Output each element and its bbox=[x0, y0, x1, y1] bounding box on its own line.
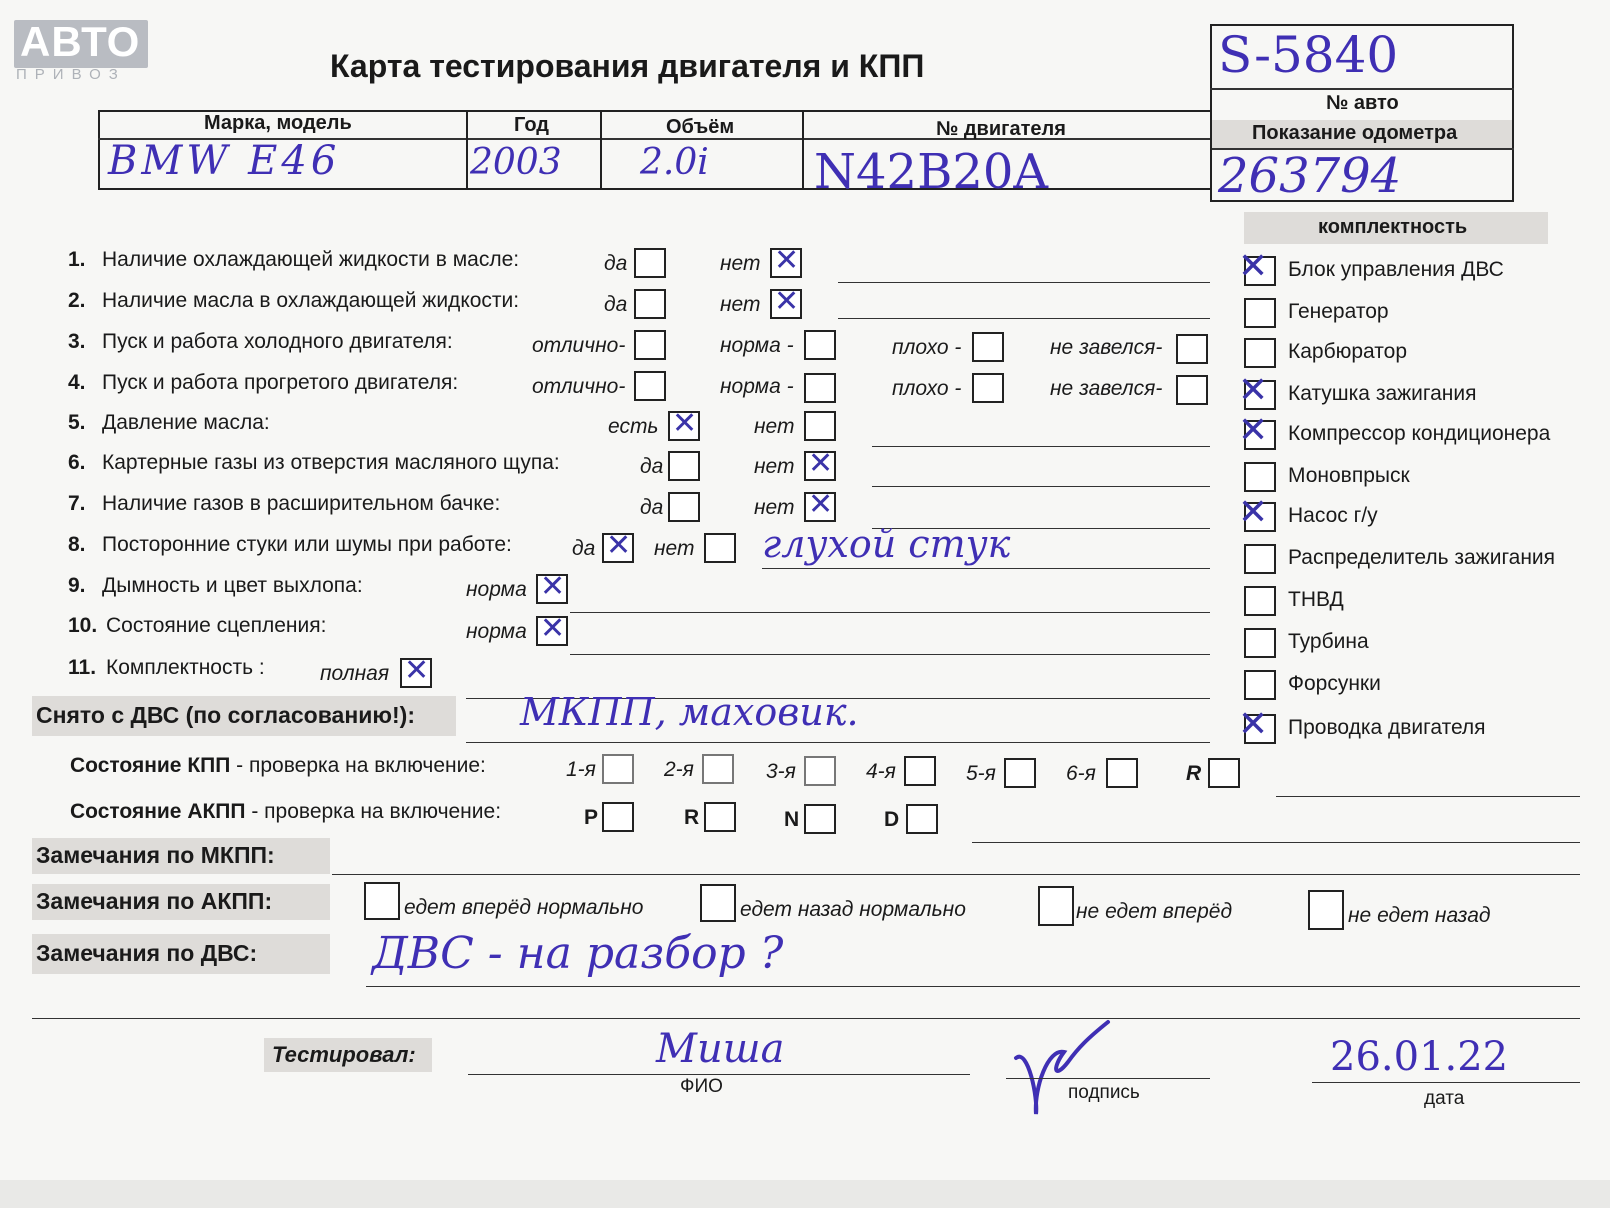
odometer-label: Показание одометра bbox=[1252, 122, 1458, 144]
checkbox-akpp-no-reverse[interactable] bbox=[1308, 890, 1344, 930]
option-label: норма bbox=[466, 578, 527, 601]
checkbox-q5-no[interactable] bbox=[804, 411, 836, 441]
logo-main-text: АВТО bbox=[20, 18, 141, 65]
question-number: 5. bbox=[68, 411, 86, 434]
checkbox-akpp-forward-ok[interactable] bbox=[364, 882, 400, 920]
question-text: Наличие газов в расширительном бачке: bbox=[102, 492, 501, 515]
checkbox-gear-6[interactable] bbox=[1106, 758, 1138, 788]
option-label: да bbox=[572, 537, 596, 560]
completeness-item-label: Карбюратор bbox=[1288, 340, 1408, 363]
tested-by-label: Тестировал: bbox=[272, 1042, 416, 1067]
question-number: 11. bbox=[68, 656, 97, 679]
completeness-checkbox[interactable] bbox=[1244, 338, 1276, 368]
completeness-title: комплектность bbox=[1318, 216, 1468, 238]
completeness-checkbox[interactable] bbox=[1244, 462, 1276, 492]
answer-line bbox=[872, 486, 1210, 487]
option-label: нет bbox=[654, 537, 695, 560]
checkbox-q1-no[interactable]: ✕ bbox=[770, 248, 802, 278]
answer-line bbox=[570, 612, 1210, 613]
completeness-item-label: Блок управления ДВС bbox=[1288, 258, 1504, 281]
checkbox-q1-yes[interactable] bbox=[634, 248, 666, 278]
remarks-dvs-label: Замечания по ДВС: bbox=[36, 940, 258, 966]
checkbox-mode-d[interactable] bbox=[906, 804, 938, 834]
option-label: нет bbox=[754, 496, 795, 519]
checkbox-q7-yes[interactable] bbox=[668, 492, 700, 522]
option-label: да bbox=[640, 496, 664, 519]
completeness-checkbox[interactable]: ✕ bbox=[1244, 380, 1276, 410]
checkbox-q9-normal[interactable]: ✕ bbox=[536, 574, 568, 604]
completeness-item-label: Моновпрыск bbox=[1288, 464, 1410, 487]
odometer-value: 263794 bbox=[1218, 148, 1402, 204]
make-model-label: Марка, модель bbox=[204, 112, 352, 134]
option-label: отлично- bbox=[532, 375, 626, 398]
engine-number-label: № двигателя bbox=[936, 118, 1066, 140]
answer-line bbox=[972, 842, 1580, 843]
checkbox-q2-no[interactable]: ✕ bbox=[770, 289, 802, 319]
question-text: Состояние сцепления: bbox=[106, 614, 327, 637]
option-label: нет bbox=[754, 455, 795, 478]
mode-label: N bbox=[784, 808, 800, 831]
volume-value: 2.0i bbox=[640, 142, 709, 183]
option-label: отлично- bbox=[532, 334, 626, 357]
akpp-option-label: не едет назад bbox=[1348, 904, 1491, 927]
gear-label: 6-я bbox=[1066, 762, 1096, 785]
question-text: Наличие охлаждающей жидкости в масле: bbox=[102, 248, 520, 271]
auto-number-label: № авто bbox=[1326, 92, 1399, 114]
checkbox-q4-normal[interactable] bbox=[804, 373, 836, 403]
checkbox-q3-normal[interactable] bbox=[804, 330, 836, 360]
akpp-option-label: не едет вперёд bbox=[1076, 900, 1233, 923]
option-label: да bbox=[604, 293, 628, 316]
answer-line bbox=[838, 282, 1210, 283]
completeness-checkbox[interactable] bbox=[1244, 628, 1276, 658]
remarks-dvs-value: ДВС - на разбор ? bbox=[372, 928, 784, 979]
option-label: норма - bbox=[720, 334, 794, 357]
option-label: нет bbox=[720, 293, 761, 316]
question-text: Комплектность : bbox=[106, 656, 265, 679]
question-text: Наличие масла в охлаждающей жидкости: bbox=[102, 289, 520, 312]
option-label: не завелся- bbox=[1050, 377, 1163, 400]
removed-label: Снято с ДВС (по согласованию!): bbox=[36, 702, 415, 728]
gear-label: 1-я bbox=[566, 758, 596, 781]
completeness-checkbox[interactable] bbox=[1244, 544, 1276, 574]
checkbox-gear-4[interactable] bbox=[904, 756, 936, 786]
option-label: да bbox=[640, 455, 664, 478]
option-label: плохо - bbox=[892, 336, 962, 359]
volume-label: Объём bbox=[666, 116, 735, 138]
option-label: нет bbox=[754, 415, 795, 438]
checkbox-q5-yes[interactable]: ✕ bbox=[668, 411, 700, 441]
checkbox-q6-yes[interactable] bbox=[668, 451, 700, 481]
option-label: плохо - bbox=[892, 377, 962, 400]
q8-handwritten-note: глухой стук bbox=[762, 522, 1011, 566]
checkbox-q4-excellent[interactable] bbox=[634, 371, 666, 401]
date-line bbox=[1312, 1082, 1580, 1083]
question-text: Давление масла: bbox=[102, 411, 270, 434]
engine-number-value: N42B20A bbox=[814, 144, 1049, 200]
akpp-option-label: едет вперёд нормально bbox=[404, 896, 644, 919]
question-number: 9. bbox=[68, 574, 86, 597]
checkbox-q8-yes[interactable]: ✕ bbox=[602, 533, 634, 563]
year-label: Год bbox=[514, 114, 549, 136]
completeness-checkbox[interactable] bbox=[1244, 586, 1276, 616]
question-number: 4. bbox=[68, 371, 86, 394]
checkbox-akpp-reverse-ok[interactable] bbox=[700, 884, 736, 922]
option-label: полная bbox=[320, 662, 390, 685]
checkbox-mode-p[interactable] bbox=[602, 802, 634, 832]
checkbox-gear-5[interactable] bbox=[1004, 758, 1036, 788]
question-text: Посторонние стуки или шумы при работе: bbox=[102, 533, 512, 556]
header-col-divider bbox=[466, 110, 468, 190]
option-label: да bbox=[604, 252, 628, 275]
option-label: не завелся- bbox=[1050, 336, 1163, 359]
completeness-item-label: Катушка зажигания bbox=[1288, 382, 1477, 405]
checkbox-q4-bad[interactable] bbox=[972, 373, 1004, 403]
completeness-item-label: Форсунки bbox=[1288, 672, 1381, 695]
completeness-checkbox[interactable]: ✕ bbox=[1244, 502, 1276, 532]
logo-sub-text: ПРИВОЗ bbox=[16, 66, 126, 83]
tester-name-value: Миша bbox=[656, 1026, 785, 1072]
auto-box-divider bbox=[1210, 88, 1514, 90]
completeness-item-label: Турбина bbox=[1288, 630, 1369, 653]
checkbox-akpp-no-forward[interactable] bbox=[1038, 886, 1074, 926]
checkbox-q3-excellent[interactable] bbox=[634, 330, 666, 360]
completeness-item-label: Генератор bbox=[1288, 300, 1389, 323]
gear-label: 2-я bbox=[664, 758, 694, 781]
akpp-option-label: едет назад нормально bbox=[740, 898, 966, 921]
completeness-checkbox[interactable]: ✕ bbox=[1244, 714, 1276, 744]
name-line bbox=[468, 1074, 970, 1075]
option-label: нет bbox=[720, 252, 761, 275]
answer-line bbox=[1276, 796, 1580, 797]
checkbox-q6-no[interactable]: ✕ bbox=[804, 451, 836, 481]
checkbox-mode-r[interactable] bbox=[704, 802, 736, 832]
question-number: 7. bbox=[68, 492, 86, 515]
akpp-label: Состояние АКПП - проверка на включение: bbox=[70, 800, 502, 823]
option-label: норма bbox=[466, 620, 527, 643]
completeness-item-label: Распределитель зажигания bbox=[1288, 546, 1556, 569]
checkbox-gear-1[interactable] bbox=[602, 754, 634, 784]
completeness-checkbox[interactable]: ✕ bbox=[1244, 256, 1276, 286]
signature-line bbox=[1006, 1078, 1210, 1079]
completeness-item-label: Насос г/у bbox=[1288, 504, 1378, 527]
checkbox-q10-normal[interactable]: ✕ bbox=[536, 616, 568, 646]
checkbox-q11-full[interactable]: ✕ bbox=[400, 658, 432, 688]
completeness-item-label: ТНВД bbox=[1288, 588, 1344, 611]
remarks-mkpp-label: Замечания по МКПП: bbox=[36, 842, 275, 868]
auto-number-value: S-5840 bbox=[1218, 26, 1399, 84]
checkbox-q2-yes[interactable] bbox=[634, 289, 666, 319]
gear-label: 3-я bbox=[766, 760, 796, 783]
question-number: 6. bbox=[68, 451, 86, 474]
question-text: Дымность и цвет выхлопа: bbox=[102, 574, 363, 597]
question-number: 1. bbox=[68, 248, 86, 271]
make-model-value: BMW E46 bbox=[108, 138, 341, 184]
removed-value: МКПП, маховик. bbox=[520, 690, 859, 734]
gear-label: R bbox=[1186, 762, 1202, 785]
question-number: 2. bbox=[68, 289, 86, 312]
header-col-divider bbox=[802, 110, 804, 190]
question-text: Пуск и работа холодного двигателя: bbox=[102, 330, 453, 353]
year-value: 2003 bbox=[470, 142, 562, 183]
answer-line bbox=[872, 446, 1210, 447]
completeness-item-label: Проводка двигателя bbox=[1288, 716, 1486, 739]
completeness-checkbox[interactable] bbox=[1244, 670, 1276, 700]
mode-label: R bbox=[684, 806, 700, 829]
checkbox-q3-not-started[interactable] bbox=[1176, 334, 1208, 364]
checkbox-mode-n[interactable] bbox=[804, 804, 836, 834]
checkbox-gear-3[interactable] bbox=[804, 756, 836, 786]
answer-line bbox=[762, 568, 1210, 569]
question-number: 3. bbox=[68, 330, 86, 353]
checkbox-gear-2[interactable] bbox=[702, 754, 734, 784]
checkbox-q3-bad[interactable] bbox=[972, 332, 1004, 362]
answer-line bbox=[570, 654, 1210, 655]
page-title: Карта тестирования двигателя и КПП bbox=[330, 48, 925, 84]
question-number: 8. bbox=[68, 533, 86, 556]
answer-line bbox=[332, 874, 1580, 875]
answer-line bbox=[366, 986, 1580, 987]
checkbox-gear-r[interactable] bbox=[1208, 758, 1240, 788]
checkbox-q8-no[interactable] bbox=[704, 533, 736, 563]
completeness-checkbox[interactable] bbox=[1244, 298, 1276, 328]
answer-line bbox=[466, 742, 1210, 743]
header-col-divider bbox=[600, 110, 602, 190]
gear-label: 5-я bbox=[966, 762, 996, 785]
question-text: Картерные газы из отверстия масляного щупа: bbox=[102, 451, 560, 474]
option-label: есть bbox=[608, 415, 659, 438]
question-number: 10. bbox=[68, 614, 98, 637]
checkbox-q7-no[interactable]: ✕ bbox=[804, 492, 836, 522]
mode-label: P bbox=[584, 806, 599, 829]
name-caption: ФИО bbox=[680, 1076, 723, 1097]
signature-caption: подпись bbox=[1068, 1082, 1140, 1103]
date-value: 26.01.22 bbox=[1330, 1034, 1509, 1080]
date-caption: дата bbox=[1424, 1088, 1465, 1109]
answer-line bbox=[838, 318, 1210, 319]
checkbox-q4-not-started[interactable] bbox=[1176, 375, 1208, 405]
mode-label: D bbox=[884, 808, 900, 831]
question-text: Пуск и работа прогретого двигателя: bbox=[102, 371, 459, 394]
answer-line bbox=[32, 1018, 1580, 1019]
remarks-akpp-label: Замечания по АКПП: bbox=[36, 888, 273, 914]
gear-label: 4-я bbox=[866, 760, 896, 783]
option-label: норма - bbox=[720, 375, 794, 398]
completeness-checkbox[interactable]: ✕ bbox=[1244, 420, 1276, 450]
completeness-item-label: Компрессор кондиционера bbox=[1288, 422, 1551, 445]
kpp-label: Состояние КПП - проверка на включение: bbox=[70, 754, 486, 777]
